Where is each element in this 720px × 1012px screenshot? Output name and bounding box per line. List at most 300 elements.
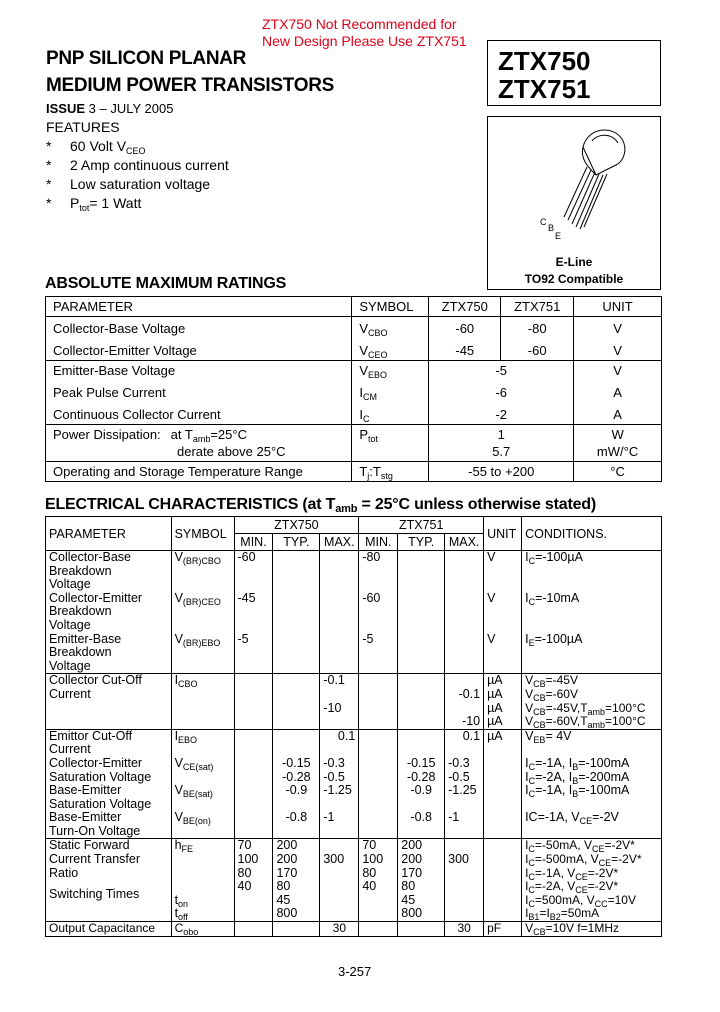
ec-r4-cond-3: $V_{CB}=-60V,T_{amb}=100^\circ C$ — [525, 714, 646, 731]
ec-r5-8-typ1 — [273, 729, 320, 839]
ec-r8-p1: Turn-On Voltage — [49, 823, 141, 838]
ec-r9-sym-v: h — [174, 838, 182, 853]
amr-sym-6 — [352, 462, 429, 482]
amr-sym-3-sub: CM — [362, 392, 377, 402]
ec-r2-sym — [175, 592, 231, 633]
feature-2: Low saturation voltage — [70, 176, 211, 192]
ec-r4-cond-0-v: =-45V — [545, 673, 578, 688]
ec-r5-max2: 0.1 — [462, 728, 481, 743]
amr-sym-4-sub: C — [362, 414, 370, 424]
ec-r6-typ2-1: -0.28 — [406, 769, 436, 784]
amr-sym — [352, 361, 429, 425]
features-heading: FEATURES — [46, 119, 120, 135]
amr-sym-4 — [359, 401, 421, 423]
ec-r9-typ2-1: 200 — [401, 852, 423, 867]
ec-r5-8-typ2 — [398, 729, 445, 839]
ec-heading — [45, 496, 596, 514]
ec-r4-ttail-3: =100°C — [605, 714, 646, 729]
amr-param-6: Operating and Storage Temperature Range — [46, 462, 352, 482]
ec-r6-max1-1: -0.5 — [323, 769, 345, 784]
ec-r7-sym — [175, 784, 231, 811]
ec-r4-cond-2: $V_{CB}=-45V,T_{amb}=100^\circ C$ — [525, 700, 646, 717]
package-box — [487, 116, 661, 290]
ec-sym-breakdown — [171, 551, 234, 674]
amr-param-2: Emitter-Base Voltage — [53, 363, 176, 378]
ec-r11-typ1 — [273, 922, 320, 937]
ec-r1-cond-sub: C — [528, 556, 536, 566]
ec-r4-min2 — [359, 674, 398, 729]
ec-r10-cond-1: $I_C=500mA$, $V_{CC}=10V$ — [525, 892, 636, 909]
ec-r9-max1-0 — [323, 839, 355, 853]
ec-row — [46, 674, 662, 729]
amr-v-5b: 5.7 — [492, 444, 511, 459]
ec-h-typ1: TYP. — [273, 534, 320, 551]
amr-table — [45, 296, 662, 482]
amr-v-4: -2 — [495, 407, 508, 422]
ec-r11-sym — [171, 922, 234, 937]
amr-sym-5-sub: tot — [368, 434, 379, 444]
ec-r7-cond-v: =-1A, I — [535, 783, 573, 798]
ec-r3-sym-sub: (BR)EBO — [182, 638, 221, 648]
ec-row — [46, 551, 662, 674]
pin-b: B — [548, 223, 555, 233]
ec-heading-b: = 25°C unless otherwise stated) — [357, 496, 596, 513]
bullet: * — [46, 138, 52, 154]
ec-r5-cond-val: = 4V — [545, 728, 572, 743]
amr-param — [46, 317, 352, 361]
ec-r4-max2-1: -0.1 — [458, 686, 481, 701]
ec-r3-p2: Voltage — [49, 658, 91, 673]
ec-min2-breakdown — [359, 551, 398, 674]
amr-unit-4: A — [613, 407, 622, 422]
ec-r5-8-min2 — [359, 729, 398, 839]
ec-r5-8-unit — [484, 729, 522, 839]
amr-v-3: -6 — [495, 385, 508, 400]
ec-r4-cond-3-v: =-60V,T — [545, 714, 588, 729]
issue-line — [46, 101, 173, 116]
ec-row — [46, 839, 662, 922]
ec-h-max2: MAX. — [445, 534, 484, 551]
ec-r3-min1: -5 — [237, 632, 249, 646]
ec-r5-8-min1 — [234, 729, 273, 839]
ec-r10-ctail1: =10V — [607, 892, 636, 907]
ec-r4-max2-2 — [448, 702, 480, 716]
amr-row — [46, 317, 662, 361]
bullet: * — [46, 157, 52, 173]
ec-r9-min2-0: 70 — [362, 838, 377, 853]
ec-r9-cond-1-b: =-2V* — [611, 852, 642, 867]
ec-r11-cond — [522, 922, 662, 937]
ec-r3-p0: Emitter-Base — [49, 631, 122, 646]
ec-r9-cond-2-v: =-1A, V — [534, 865, 576, 880]
amr-sym-0-sub: CBO — [368, 328, 388, 338]
ec-r11-cond-sub: CB — [533, 927, 546, 938]
ec-r9-typ1 — [273, 839, 320, 922]
ec-r5-8-sym — [171, 729, 234, 839]
ec-r10-cond-2 — [525, 907, 658, 921]
ec-r9-typ1-1: 200 — [276, 852, 298, 867]
ec-r4-unit-3: µA — [487, 714, 503, 729]
ec-h-symbol: SYMBOL — [171, 517, 234, 551]
ec-r5-sym-v: I — [174, 728, 179, 743]
amr-sym-6-v: T — [359, 464, 368, 479]
amr-h-param: PARAMETER — [46, 297, 352, 317]
issue-value: 3 – JULY 2005 — [88, 101, 174, 116]
feature-3-sub: tot — [79, 203, 90, 213]
ec-param-breakdown — [46, 551, 172, 674]
ec-h-min2: MIN. — [359, 534, 398, 551]
feature-item — [46, 156, 229, 175]
ec-r9-ce: CE — [591, 844, 605, 855]
ec-r6-cond-1: $I_C=-2A$, $I_B=-200mA$ — [525, 769, 630, 786]
amr-unit — [574, 317, 662, 361]
ec-r3-min2: -5 — [362, 632, 374, 646]
ec-r7-typ1: -0.9 — [285, 783, 308, 798]
ec-r7-sym-sub: BE(sat) — [182, 789, 213, 800]
ec-r1-cond-v: I — [525, 550, 529, 564]
ec-r9-min1-3: 40 — [237, 879, 252, 894]
amr-sym-4-v: I — [359, 407, 363, 422]
ec-r5-cond-v: V — [525, 728, 534, 743]
ec-r9-max2-0 — [448, 839, 480, 853]
amr-v1-0: -60 — [455, 321, 475, 336]
ec-r9-typ2-0: 200 — [401, 838, 423, 853]
amr-cond-1a: at T — [170, 427, 193, 442]
part-number-1: ZTX750 — [498, 46, 591, 76]
ec-r6-typ1-0: -0.15 — [282, 755, 311, 770]
ec-r9-csub: C — [528, 844, 535, 855]
ec-r4-tsub-2: amb — [587, 706, 606, 717]
ec-r8-typ1: -0.8 — [285, 810, 308, 825]
ec-r11-min1 — [234, 922, 273, 937]
ec-r9-csub3: C — [528, 885, 535, 896]
ec-r1-p2: Voltage — [49, 577, 91, 592]
ec-r1-unit: V — [487, 550, 496, 564]
ec-r4-p1: Current — [49, 686, 91, 701]
ec-r1-cond — [525, 551, 658, 592]
ec-r1-min2: -80 — [362, 550, 381, 564]
ec-r3-cond-v: I — [525, 632, 529, 646]
amr-h-symbol: SYMBOL — [352, 297, 429, 317]
ec-r9-typ1-3: 80 — [276, 879, 291, 894]
document-title — [46, 45, 334, 99]
notice-line-2: New Design Please Use ZTX751 — [262, 33, 467, 49]
pin-e: E — [555, 231, 562, 241]
amr-h-p2: ZTX751 — [501, 297, 574, 317]
ec-r7-p1: Saturation Voltage — [49, 796, 152, 811]
ec-r5-sym-sub: EBO — [178, 734, 198, 745]
ec-r5-8-cond — [522, 729, 662, 839]
ec-r10-sym2-v: t — [174, 906, 179, 921]
ec-r2-p1: Breakdown — [49, 604, 112, 619]
ec-r10-cond1: =500mA, V — [534, 892, 595, 907]
ec-max2-empty — [445, 551, 484, 674]
feature-0-sub: CEO — [126, 146, 146, 156]
ec-r2-min1: -45 — [237, 591, 256, 605]
ec-r9-cond-2: $I_C=-1A$, $V_{CE}=-2V*$ — [525, 865, 619, 882]
ec-r11-max1: 30 — [320, 922, 359, 937]
ec-r8-p0: Base-Emitter — [49, 810, 122, 825]
ec-r4-typ2 — [398, 674, 445, 729]
ec-table — [45, 516, 662, 937]
ec-unit-breakdown — [484, 551, 522, 674]
ec-min1-breakdown — [234, 551, 273, 674]
amr-h-p1: ZTX750 — [429, 297, 501, 317]
ec-r8-sym-sub: BE(on) — [182, 816, 211, 827]
ec-r9-typ1-0: 200 — [276, 838, 298, 853]
amr-cond-1sub: amb — [192, 434, 211, 444]
amr-cond-1b: =25°C — [210, 427, 247, 442]
amr-param-3: Peak Pulse Current — [53, 385, 166, 400]
ec-r6-sym-v: V — [174, 755, 183, 770]
amr-row — [46, 425, 662, 462]
ec-r9-typ1-2: 170 — [276, 865, 298, 880]
amr-sym-0 — [359, 320, 421, 337]
amr-param-0: Collector-Base Voltage — [53, 321, 186, 336]
ec-r6-max2-1: -0.5 — [448, 769, 470, 784]
amr-v-5a: 1 — [497, 427, 505, 442]
amr-sym-6-v2: :T — [369, 464, 381, 479]
ec-typ2-empty — [398, 551, 445, 674]
ec-r9-typ2-3: 80 — [401, 879, 416, 894]
ec-r9-csub2: C — [528, 871, 535, 882]
ec-r9-ce2: CE — [575, 871, 588, 882]
ec-r4-unit-2: µA — [487, 700, 503, 715]
amr-sym-3 — [359, 379, 421, 401]
ec-r11-max2: 30 — [445, 922, 484, 937]
ec-r7-cond: $I_C=-1A$, $I_B=-100mA$ — [525, 783, 630, 800]
ec-r6-p1: Saturation Voltage — [49, 769, 152, 784]
amr-unit-5b: mW/°C — [596, 444, 639, 459]
ec-r10-csub-c: C — [528, 898, 535, 909]
ec-r4-max1-1 — [323, 688, 355, 702]
feature-3: P — [70, 195, 80, 211]
ec-r6-sym-sub: CE(sat) — [182, 761, 214, 772]
amr-unit-3: A — [613, 385, 622, 400]
ec-r10-ctail2: =50mA — [560, 906, 600, 921]
ec-r4-csub-0: CB — [533, 679, 546, 690]
amr-sym-6-sub2: stg — [380, 471, 393, 481]
ec-r9-min2 — [359, 839, 398, 922]
amr-h-unit: UNIT — [574, 297, 662, 317]
amr-v — [429, 361, 574, 425]
amr-sym-5 — [352, 425, 429, 462]
amr-param-5 — [46, 425, 352, 462]
ec-r2-cond — [525, 592, 658, 633]
ec-r3-sym-v: V — [174, 632, 183, 646]
ec-r9-max2-1: 300 — [448, 852, 469, 867]
ec-r5-8-max2 — [445, 729, 484, 839]
ec-r3-p1: Breakdown — [49, 645, 112, 660]
amr-sym-6-sub: j — [367, 471, 370, 481]
part-number-2: ZTX751 — [498, 74, 591, 104]
feature-3-tail: = 1 Watt — [89, 195, 142, 211]
ec-r9-cond-1: $I_C=-500mA$, $V_{CE}=-2V*$ — [525, 852, 642, 869]
ec-r6-typ2-0: -0.15 — [406, 755, 436, 770]
ec-r6-csub-b2: B — [572, 775, 579, 786]
ec-row — [46, 729, 662, 839]
ec-r1-sym-v: V — [174, 550, 183, 564]
ec-r8-typ2: -0.8 — [410, 810, 432, 825]
ec-r1-min1: -60 — [237, 550, 256, 564]
ec-r5-8-param — [46, 729, 172, 839]
ec-r5-sym — [175, 730, 231, 757]
ec-r9-p1: Current Transfer — [49, 852, 141, 867]
amr-param — [46, 361, 352, 425]
ec-r4-cond-1-v: =-60V — [545, 686, 578, 701]
amr-unit-6: °C — [574, 462, 662, 482]
ec-r4-unit-1: µA — [487, 686, 503, 701]
ec-r2-cond-val: =-10mA — [535, 591, 580, 605]
ec-r9-max1-1: 300 — [323, 852, 345, 867]
ec-r11-min2 — [359, 922, 398, 937]
amr-unit — [574, 361, 662, 425]
ec-r5-typ2 — [401, 730, 441, 757]
ec-r6-csub-c2: C — [528, 775, 536, 786]
pin-c: C — [540, 217, 547, 227]
ec-r10-typ2-1: 800 — [401, 906, 423, 921]
amr-heading: ABSOLUTE MAXIMUM RATINGS — [45, 275, 287, 292]
ec-r9-p0: Static Forward — [49, 838, 130, 853]
ec-r10-sym1 — [175, 894, 231, 908]
amr-v-2: -5 — [495, 363, 508, 378]
ec-heading-sub: amb — [335, 503, 358, 515]
amr-param-5-l1 — [53, 426, 344, 443]
ec-r4-param — [46, 674, 172, 729]
ec-r9-cond-3-b: =-2V* — [587, 879, 619, 894]
ec-r2-min2: -60 — [362, 591, 381, 605]
ec-r11-cond-v: V — [525, 921, 534, 936]
ec-r4-max1-2: -10 — [323, 700, 342, 715]
ec-r6-max1-0: -0.3 — [323, 755, 345, 770]
bullet: * — [46, 176, 52, 192]
ec-r4-min1 — [234, 674, 273, 729]
ec-r4-csub-1: CB — [533, 692, 546, 703]
ec-r11-cond-tail: =10V f=1MHz — [545, 921, 619, 936]
ec-r10-typ2-0: 45 — [401, 892, 416, 907]
ec-r4-csub-3: CB — [533, 720, 546, 731]
ec-r10-csub2a: B1 — [528, 912, 540, 923]
ec-r10-csub2b: B2 — [549, 912, 561, 923]
ec-r4-unit-0: µA — [487, 673, 503, 688]
ec-r3-cond — [525, 633, 658, 647]
ec-r5-typ1 — [276, 730, 316, 757]
amr-sym-1-v: V — [359, 343, 369, 358]
ec-r6-sym — [175, 757, 231, 784]
ec-r9-unit — [484, 839, 522, 922]
package-compat: TO92 Compatible — [524, 272, 624, 286]
ec-r1-p0: Collector-Base — [49, 550, 131, 564]
ec-r5-unit: µA — [487, 728, 503, 743]
ec-r4-cond-1: $V_{CB}=-60V$ — [525, 686, 578, 703]
ec-r5-cond-sub: EB — [533, 734, 546, 745]
title-line-1: PNP SILICON PLANAR — [46, 48, 247, 69]
feature-item — [46, 137, 229, 156]
ec-r2-p2: Voltage — [49, 617, 91, 632]
ec-cond-breakdown — [522, 551, 662, 674]
ec-r3-sym — [175, 633, 231, 647]
ec-r4-sym-v: I — [174, 673, 179, 688]
ec-r3-cond-sub: E — [528, 638, 535, 648]
ec-r9-min2-3: 40 — [362, 879, 377, 894]
ec-r5-max1: 0.1 — [337, 728, 356, 743]
ec-r10-csub1: CC — [594, 898, 608, 909]
ec-r6-max2-0: -0.3 — [448, 755, 470, 770]
ec-h-cond: CONDITIONS. — [522, 517, 662, 551]
feature-item — [46, 175, 229, 194]
ec-r4-typ1 — [273, 674, 320, 729]
ec-r1-cond-val: =-100µA — [535, 550, 583, 564]
amr-unit-5a: W — [611, 427, 624, 442]
ec-r2-p0: Collector-Emitter — [49, 590, 143, 605]
ec-r5-8-max1 — [320, 729, 359, 839]
ec-r9-cond-3: $I_C=-2A$, $V_{CE}=-2V*$ — [525, 879, 619, 896]
ec-h-max1: MAX. — [320, 534, 359, 551]
amr-row — [46, 361, 662, 425]
amr-param-5-text: Power Dissipation: — [53, 427, 161, 442]
ec-r9-max1 — [320, 839, 359, 922]
amr-cond-2: derate above 25°C — [177, 444, 286, 459]
ec-r6-p0: Collector-Emitter — [49, 755, 143, 770]
ec-r2-unit: V — [487, 591, 496, 605]
ec-r9-p2: Ratio — [49, 865, 79, 880]
ec-r8-cond-sub: CE — [579, 816, 593, 827]
ec-r6-cond-1-tail: =-200mA — [578, 769, 630, 784]
ec-r4-sym-sub: CBO — [178, 679, 198, 690]
ec-r10-sym2 — [175, 907, 231, 921]
ec-r2-sym-sub: (BR)CEO — [182, 597, 221, 607]
ec-r9-cond-0-v: =-50mA, V — [534, 838, 592, 853]
ec-r8-sym-v: V — [174, 810, 183, 825]
amr-param-4: Continuous Collector Current — [53, 407, 221, 422]
ec-r4-sym — [171, 674, 234, 729]
ec-r9-max2 — [445, 839, 484, 922]
ec-r8-max1: -1 — [323, 810, 335, 825]
ec-r1-sym-sub: (BR)CBO — [182, 556, 221, 566]
amr-v-5 — [429, 425, 574, 462]
ec-r9-cond-1-v: =-500mA, V — [534, 852, 599, 867]
feature-0: 60 Volt V — [70, 138, 127, 154]
ec-r6-cond-1-v: =-2A, I — [535, 769, 573, 784]
ec-r10-cond2: I — [525, 906, 529, 921]
ec-h-unit: UNIT — [484, 517, 522, 551]
ec-r2-cond-sub: C — [528, 597, 536, 607]
ec-r3-cond-val: =-100µA — [534, 632, 583, 646]
amr-sym-0-v: V — [359, 321, 369, 336]
ec-r9-min2-1: 100 — [362, 852, 384, 867]
ec-h-p1: ZTX750 — [234, 517, 359, 534]
features-list — [46, 118, 229, 213]
ec-r7-typ2: -0.9 — [410, 783, 432, 798]
title-line-2: MEDIUM POWER TRANSISTORS — [46, 75, 335, 96]
amr-unit-0: V — [613, 321, 622, 336]
ec-r9-ce3: CE — [575, 885, 588, 896]
feature-1: 2 Amp continuous current — [70, 157, 229, 173]
ec-r9-sym-sub: FE — [181, 844, 194, 855]
ec-r9-cond-2-b: =-2V* — [587, 865, 619, 880]
ec-heading-a: ELECTRICAL CHARACTERISTICS (at T — [45, 496, 336, 513]
amr-header-row — [46, 297, 662, 317]
ec-r11-unit: pF — [484, 922, 522, 937]
amr-unit-2: V — [613, 363, 622, 378]
ec-r4-max1 — [320, 674, 359, 729]
ec-r9-min1-2: 80 — [237, 865, 252, 880]
ec-r5-p0: Emittor Cut-Off — [49, 728, 133, 743]
ec-r4-cond — [522, 674, 662, 729]
amr-v1-1: -45 — [455, 343, 475, 358]
ec-r2-cond-v: I — [525, 591, 529, 605]
amr-sym-3-v: I — [359, 385, 363, 400]
